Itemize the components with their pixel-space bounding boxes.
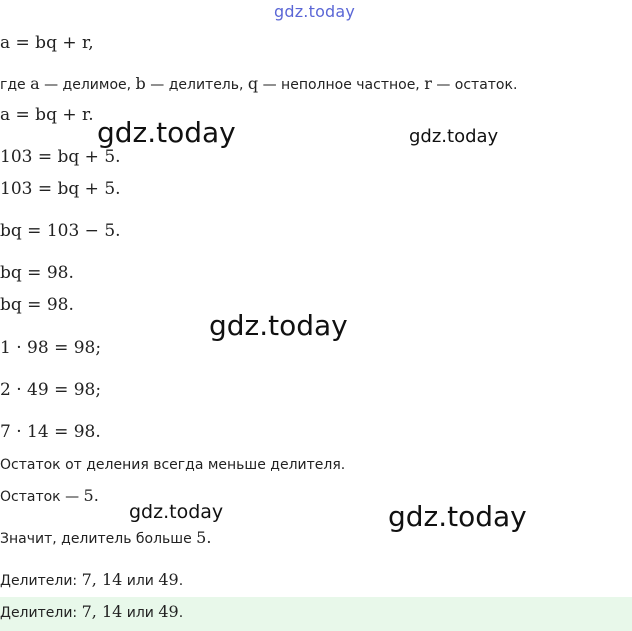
factor-pair-line-1: 1 · 98 = 98; xyxy=(0,338,102,358)
legend-a-text: — делимое, xyxy=(39,77,136,93)
answer-or: или xyxy=(122,605,159,621)
watermark-top: gdz.today xyxy=(274,2,356,21)
product-expression-line: bq = 103 − 5. xyxy=(0,221,121,241)
factor-pair-line-3: 7 · 14 = 98. xyxy=(0,422,101,442)
divisor-separator: , xyxy=(91,570,102,589)
formula-line: a = bq + r, xyxy=(0,33,94,53)
conclusion-label: Значит, делитель больше xyxy=(0,531,197,547)
answer-label: Делители: xyxy=(0,605,82,621)
answer-end: . xyxy=(178,605,184,621)
legend-var-b: b xyxy=(135,74,146,93)
divisors-line xyxy=(0,572,183,588)
divisor-or: или xyxy=(122,573,159,589)
formula-repeat-line: a = bq + r. xyxy=(0,105,94,125)
conclusion-value: 5. xyxy=(196,528,212,547)
watermark-mark-3: gdz.today xyxy=(209,309,348,342)
legend-var-q: q xyxy=(247,74,259,93)
answer-separator: , xyxy=(91,602,102,621)
variable-legend xyxy=(0,76,517,92)
legend-b-text: — делитель, xyxy=(145,77,248,93)
watermark-mark-4: gdz.today xyxy=(129,501,224,523)
remainder-value: 5. xyxy=(83,486,99,505)
watermark-mark-1: gdz.today xyxy=(97,116,236,149)
divisor-value-2: 14 xyxy=(101,570,123,589)
watermark-mark-5: gdz.today xyxy=(388,500,527,533)
answer-value-3: 49 xyxy=(158,602,179,621)
answer-line xyxy=(0,604,183,620)
rule-line: Остаток от деления всегда меньше делителя. xyxy=(0,457,346,473)
answer-value-2: 14 xyxy=(101,602,123,621)
substituted-line-1: 103 = bq + 5. xyxy=(0,147,121,167)
remainder-label: Остаток — xyxy=(0,489,84,505)
remainder-line xyxy=(0,488,99,504)
legend-var-a: a xyxy=(30,74,40,93)
legend-prefix: где xyxy=(0,77,31,93)
legend-var-r: r xyxy=(424,74,432,93)
product-value-line-1: bq = 98. xyxy=(0,263,74,283)
divisor-value-1: 7 xyxy=(81,570,92,589)
answer-box xyxy=(0,597,632,631)
substituted-line-2: 103 = bq + 5. xyxy=(0,179,121,199)
divisor-value-3: 49 xyxy=(158,570,179,589)
legend-q-text: — неполное частное, xyxy=(258,77,425,93)
watermark-mark-2: gdz.today xyxy=(409,126,499,147)
legend-r-text: — остаток. xyxy=(431,77,518,93)
divisors-label: Делители: xyxy=(0,573,82,589)
product-value-line-2: bq = 98. xyxy=(0,295,74,315)
conclusion-line xyxy=(0,530,211,546)
answer-value-1: 7 xyxy=(81,602,92,621)
divisor-end: . xyxy=(178,573,184,589)
factor-pair-line-2: 2 · 49 = 98; xyxy=(0,380,102,400)
